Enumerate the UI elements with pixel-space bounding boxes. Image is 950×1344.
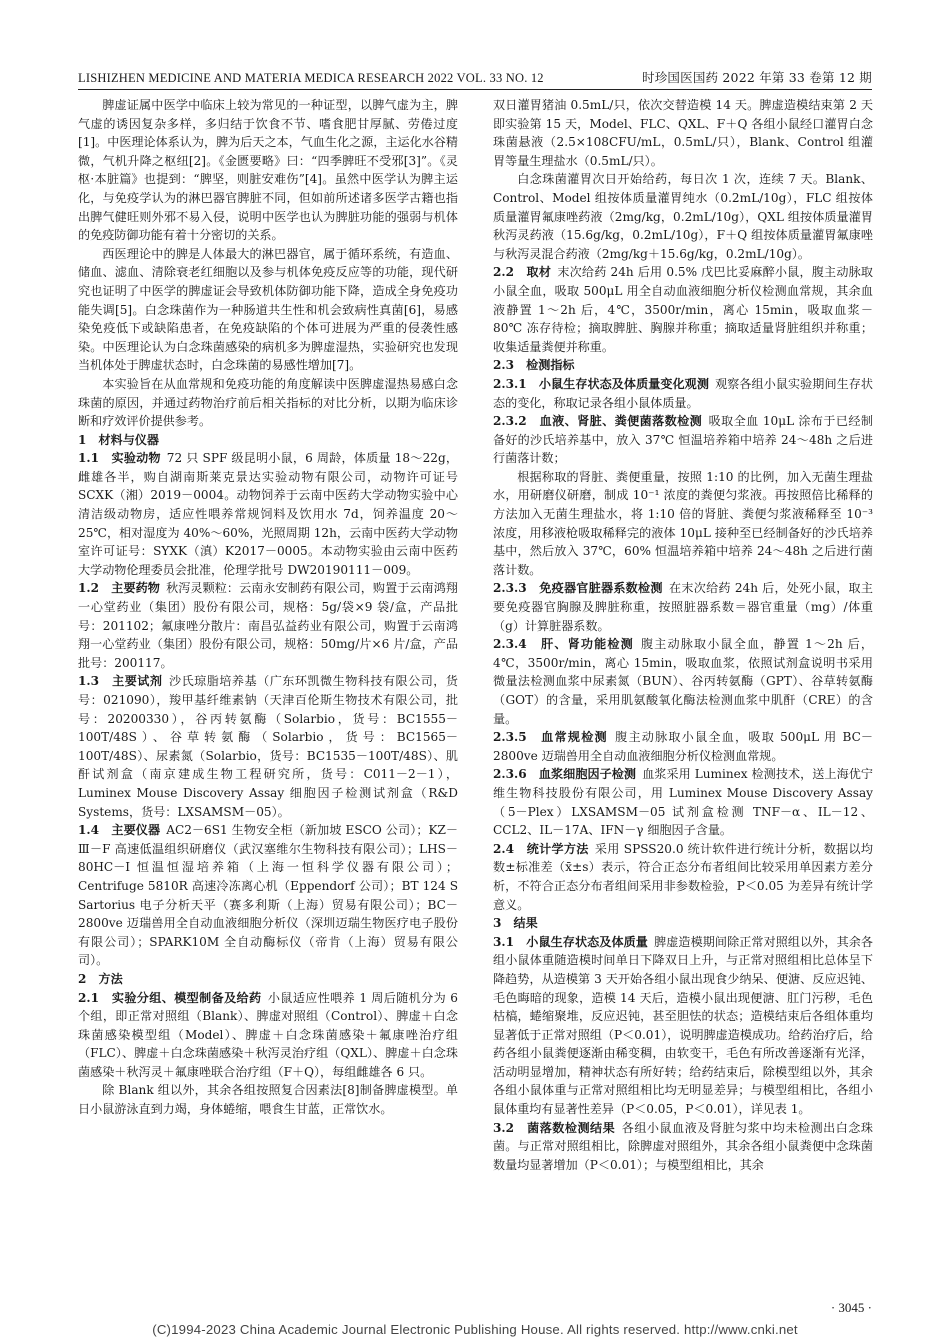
subsection-text: 秋泻灵颗粒：云南永安制药有限公司，购置于云南鸿翔一心堂药业（集团）股份有限公司，规格：5g/袋×9 袋/盒，产品批号：201102；氟康唑分散片：南昌弘益药业有限公司，购置于云南鸿翔一心堂药业（集团）股份有限公司，规格：50mg/片×6 片/盒，产品批号：200117。	[78, 581, 458, 670]
subsection-heading: 2.3.3 免疫器官脏器系数检测	[493, 581, 663, 596]
body-paragraph: 白念珠菌灌胃次日开始给药，每日次 1 次，连续 7 天。Blank、Control、Model 组按体质量灌胃纯水（0.2mL/10g），FLC 组按体质量灌胃氟康唑药液（2mg/kg，0.2mL/10g），QXL 组按体质量灌胃秋泻灵药液（15.6g/kg，0.2mL/10g），F＋Q 组按体质量灌胃氟康唑与秋泻灵混合药液（2mg/kg＋15.6g/kg，0.2mL/10g）。	[493, 172, 873, 261]
journal-title-cn: 时珍国医国药 2022 年第 33 卷第 12 期	[642, 70, 872, 85]
page-number: · 3045 ·	[830, 1300, 872, 1315]
subsection-heading: 2.2 取材	[493, 265, 552, 280]
section-heading: 2 方法	[78, 971, 123, 986]
subsection-text: 沙氏琼脂培养基（广东环凯微生物科技有限公司，货号：021090），羧甲基纤维素钠（天津百伦斯生物技术有限公司，批号：20200330），谷丙转氨酶（Solarbio，货号：BC1555－100T/48S）、谷草转氨酶（Solarbio，货号：BC1565－100T/48S）、尿素氮（Solarbio，货号：BC1535－100T/48S）、肌酐试剂盒（南京建成生物工程研究所，货号：C011－2－1），Luminex Mouse Discovery Assay 细胞因子检测试剂盒（R&D Systems，货号：LXSAMSM－05）。	[78, 674, 458, 819]
subsection	[493, 579, 873, 635]
subsection	[78, 821, 458, 970]
subsection-text: 采用 SPSS20.0 统计软件进行统计分析，数据以均数±标准差（x̄±s）表示，符合正态分布者组间比较采用单因素方差分析，不符合正态分布者组间采用非参数检验，P＜0.05 为差异有统计学意义。	[493, 841, 873, 912]
subsection-text: 腹主动脉取小鼠全血，静置 1～2h 后，4℃，3500r/min，离心 15min，吸取血浆，依照试剂盒说明书采用微量法检测血浆中尿素氮（BUN）、谷丙转氨酶（GPT）、谷草转氨酶（GOT）的含量，采用肌氨酸氧化酶法检测血浆中肌酐（CRE）的含量。	[493, 637, 873, 726]
section-heading: 1 材料与仪器	[78, 432, 159, 447]
subsection	[78, 989, 458, 1082]
subsection-text: 血浆采用 Luminex 检测技术，送上海优宁维生物科技股份有限公司，用 Luminex Mouse Discovery Assay（5－Plex）LXSAMSM－05 试剂盒检测 TNF－α、IL－12、CCL2、IL－17A、IFN－γ 细胞因子含量。	[493, 767, 873, 838]
subsection	[493, 375, 873, 412]
subsection-heading: 2.1 实验分组、模型制备及给药	[78, 990, 262, 1005]
subsection	[493, 263, 873, 356]
body-paragraph: 根据称取的肾脏、粪便重量，按照 1:10 的比例，加入无菌生理盐水，用研磨仪研磨，制成 10⁻¹ 浓度的粪便匀浆液。再按照倍比稀释的方法加入无菌生理盐水，将 1:10 倍的肾脏、粪便匀浆液稀释至 10⁻³ 浓度，用移液枪吸取稀释完的液体 10μL 接种至已经制备好的沙氏培养基中，然后放入 37℃，60% 恒温培养箱中培养 24～48h 之后进行菌落计数。	[493, 469, 873, 577]
subsection-heading: 2.3.1 小鼠生存状态及体质量变化观测	[493, 376, 709, 391]
subsection-heading: 2.3.2 血液、肾脏、粪便菌落数检测	[493, 414, 703, 429]
subsection-heading: 2.3.6 血浆细胞因子检测	[493, 767, 637, 782]
subsection	[493, 412, 873, 468]
subsection-heading: 3.1 小鼠生存状态及体质量	[493, 934, 648, 949]
subsection-text: AC2－6S1 生物安全柜（新加坡 ESCO 公司）；KZ－Ⅲ－F 高速低温组织研磨仪（武汉塞维尔生物科技有限公司）；LHS－80HC－I 恒温恒湿培养箱（上海一恒科学仪器有限公司）；Centrifuge 5810R 高速冷冻离心机（Eppendorf 公司）；BT 124 S Sartorius 电子分析天平（赛多利斯（上海）贸易有限公司）；BC－2800ve 迈瑞兽用全自动血液细胞分析仪（深圳迈瑞生物医疗电子股份有限公司）；SPARK10M 全自动酶标仪（帝肯（上海）贸易有限公司）。	[78, 823, 458, 968]
subsection-heading: 2.3.4 肝、肾功能检测	[493, 637, 634, 652]
subsection-text: 小鼠适应性喂养 1 周后随机分为 6 个组，即正常对照组（Blank）、脾虚对照组（Control）、脾虚＋白念珠菌感染模型组（Model）、脾虚＋白念珠菌感染＋氟康唑治疗组（FLC）、脾虚＋白念珠菌感染＋秋泻灵治疗组（QXL）、脾虚＋白念珠菌感染＋秋泻灵＋氟康唑联合治疗组（F＋Q），每组雌雄各 6 只。	[78, 990, 458, 1079]
subsection	[493, 635, 873, 728]
right-column	[493, 96, 873, 1174]
subsection	[78, 672, 458, 821]
subsection-text: 72 只 SPF 级昆明小鼠，6 周龄，体质量 18～22g，雌雄各半，购自湖南斯莱克景达实验动物有限公司，动物许可证号 SCXK（湘）2019－0004。动物饲养于云南中医药大学动物实验中心清洁级动物房，适应性喂养常规饲料及饮用水 7d，饲养温度 20～25℃，相对湿度为 40%～60%，光照周期 12h，云南中医药大学动物室许可证号：SYXK（滇）K2017－0005。本动物实验由云南中医药大学动物伦理委员会批准，伦理学批号 DW20190111－009。	[78, 451, 459, 577]
left-column	[78, 96, 458, 1119]
intro-paragraph-3: 本实验旨在从血常规和免疫功能的角度解读中医脾虚湿热易感白念珠菌的原因，并通过药物治疗前后相关指标的对比分析，以期为临床诊断和疗效评价提供参考。	[78, 376, 458, 429]
subsection-text: 观察各组小鼠实验期间生存状态的变化，称取记录各组小鼠体质量。	[493, 376, 873, 410]
subsection	[78, 449, 458, 579]
subsection-heading: 2.3.5 血常规检测	[493, 730, 608, 745]
subsection-text: 吸取全血 10μL 涂布于已经制备好的沙氏培养基中，放入 37℃ 恒温培养箱中培养 24～48h 之后进行菌落计数；	[493, 414, 873, 466]
intro-paragraph-2: 西医理论中的脾是人体最大的淋巴器官，属于循环系统，有造血、储血、滤血、清除衰老红细胞以及参与机体免疫反应等的功能，现代研究也证明了中医学的脾虚证会导致机体防御功能下降，造成全身免疫功能失调[5]。白念珠菌作为一种肠道共生性和机会致病性真菌[6]，易感染免疫低下或缺陷患者，在免疫缺陷的个体可进展为严重的侵袭性感染。中医理论认为白念珠菌感染的病机多为脾虚湿热，实验研究也发现当机体处于脾虚状态时，白念珠菌的易感性增加[7]。	[78, 246, 458, 373]
subsection-heading: 2.4 统计学方法	[493, 841, 589, 856]
subsection	[493, 1119, 873, 1175]
subsection-heading: 1.2 主要药物	[78, 581, 160, 596]
subsection	[493, 765, 873, 839]
subsection-heading: 2.3 检测指标	[493, 358, 575, 373]
subsection-heading: 1.4 主要仪器	[78, 823, 161, 838]
subsection-heading: 1.3 主要试剂	[78, 674, 163, 689]
subsection	[493, 728, 873, 765]
subsection-text: 在末次给药 24h 后，处死小鼠，取主要免疫器官胸腺及脾脏称重，按照脏器系数＝器官重量（mg）/体重（g）计算脏器系数。	[493, 581, 873, 633]
running-header	[78, 56, 872, 90]
journal-title-en: LISHIZHEN MEDICINE AND MATERIA MEDICA RESEARCH 2022 VOL. 33 NO. 12	[78, 71, 544, 85]
subsection-text: 腹主动脉取小鼠全血，吸取 500μL 用 BC－2800ve 迈瑞兽用全自动血液细胞分析仪检测血常规。	[493, 730, 873, 763]
subsection	[78, 579, 458, 672]
subsection-text: 脾虚造模期间除正常对照组以外，其余各组小鼠体重随造模时间单日下降双日上升，与正常对照组相比总体呈下降趋势，从造模第 3 天开始各组小鼠出现食少纳呆、便溏、反应迟钝、毛色晦暗的现象，造模 14 天后，造模小鼠出现便溏、肛门污秽，毛色枯槁，蜷缩聚堆，反应迟钝，甚至胆怯的状态；造模结束后各组体重均显著低于正常对照组（P＜0.01），说明脾虚造模成功。给药治疗后，给药各组小鼠粪便逐渐由稀变稠，由软变干，毛色有所改善逐渐有光泽，活动明显增加，精神状态有所好转；给药结束后，除模型组以外，其余各组小鼠体重与正常对照组相比均无明显差异；与模型组相比，各组小鼠体重均有显著性差异（P＜0.05，P＜0.01），详见表 1。	[493, 934, 873, 1117]
body-paragraph: 除 Blank 组以外，其余各组按照复合因素法[8]制备脾虚模型。单日小鼠游泳直到力竭，身体蜷缩，喂食生甘蓝，正常饮水。	[78, 1083, 458, 1117]
subsection-heading: 1.1 实验动物	[78, 451, 161, 466]
body-paragraph: 双日灌胃猪油 0.5mL/只，依次交替造模 14 天。脾虚造模结束第 2 天即实验第 15 天，Model、FLC、QXL、F＋Q 各组小鼠经口灌胃白念珠菌悬液（2.5×108CFU/mL，0.5mL/只），Blank、Control 组灌胃等量生理盐水（0.5mL/只）。	[493, 98, 873, 168]
subsection-text: 末次给药 24h 后用 0.5% 戊巴比妥麻醉小鼠，腹主动脉取小鼠全血，吸取 500μL 用全自动血液细胞分析仪检测血常规，其余血液静置 1～2h 后，4℃，3500r/min，离心 15min，吸取血浆－80℃ 冻存待检；摘取脾脏、胸腺并称重；摘取适量肾脏组织并称重；收集适量粪便并称重。	[493, 265, 873, 354]
intro-paragraph-1: 脾虚证属中医学中临床上较为常见的一种证型，以脾气虚为主，脾气虚的诱因复杂多样，多归结于饮食不节、嗜食肥甘厚腻、劳倦过度[1]。中医理论体系认为，脾为后天之本，气血生化之源，主运化水谷精微，气机升降之枢纽[2]。《金匮要略》曰：“四季脾旺不受邪[3]”。《灵枢·本脏篇》也提到：“脾坚，则脏安难伤”[4]。虽然中医学认为脾主运化，与免疫学认为的淋巴器官脾脏不同，但如前所述诸多医学古籍也指出脾气健旺则外邪不易入侵，说明中医学也认为脾脏功能的强弱与机体的免疫防御功能有着十分密切的关系。	[78, 98, 458, 243]
subsection-heading: 3.2 菌落数检测结果	[493, 1120, 616, 1135]
subsection	[493, 840, 873, 914]
copyright-footer: (C)1994-2023 China Academic Journal Electronic Publishing House. All rights reserved. http://www.cnki.net	[152, 1322, 798, 1337]
subsection-text: 各组小鼠血液及肾脏匀浆中均未检测出白念珠菌。与正常对照组相比，除脾虚对照组外，其余各组小鼠粪便中念珠菌数量均显著增加（P＜0.01）；与模型组相比，其余	[493, 1120, 873, 1172]
section-heading: 3 结果	[493, 916, 538, 931]
subsection	[493, 933, 873, 1119]
